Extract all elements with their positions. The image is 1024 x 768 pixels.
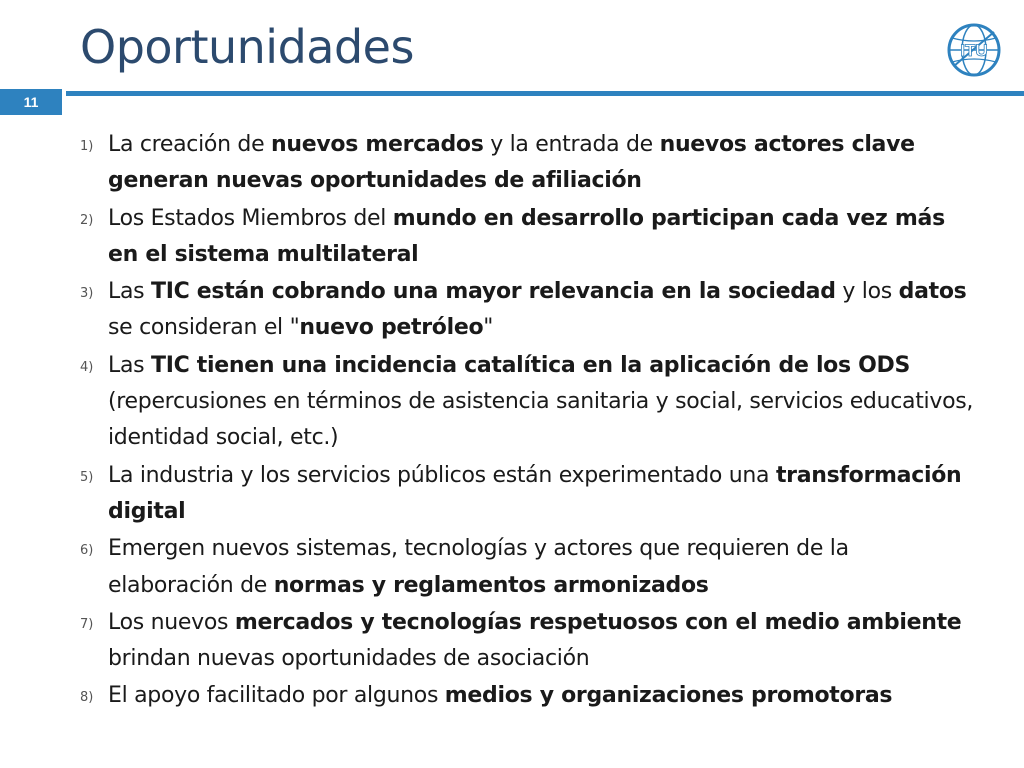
bold-text: TIC tienen una incidencia catalítica en la aplicación de los ODS [151,352,911,378]
text-segment: Emergen nuevos sistemas, tecnologías y actores que requieren de la elaboración de [108,536,849,598]
text-segment: La industria y los servicios públicos están experimentado una [108,462,776,488]
text-segment: Los Estados Miembros del [108,205,393,231]
text-segment: Las [108,352,151,378]
list-item-number: 1) [80,139,94,154]
list-item-number: 2) [80,212,94,228]
text-segment: y los [835,279,899,305]
page-number: 11 [0,89,62,115]
bold-text: nuevo petróleo [299,315,484,341]
list-item-number: 3) [80,286,94,302]
text-segment: y la entrada de [483,132,660,157]
bold-text: transformación digital [108,462,962,524]
list-item-text [108,605,980,678]
list-item [80,127,980,200]
text-segment: " [483,315,494,341]
itu-logo-icon [946,22,1002,78]
bold-text: mercados y tecnologías respetuosos con el medio ambiente [234,609,962,635]
list-item-text [108,531,980,604]
list-item-text [108,274,980,347]
list-item [80,605,980,678]
list-item-text [108,458,980,531]
slide-title: Oportunidades [80,20,414,74]
list-item-number: 6) [80,543,94,559]
text-segment: se consideran el " [108,315,300,341]
text-segment: Las [108,279,151,305]
list-item [80,531,980,604]
bold-text: normas y reglamentos armonizados [273,572,709,598]
list-item [80,348,980,457]
list-item-text [108,127,980,200]
bold-text: mundo en desarrollo participan cada vez más en el sistema multilateral [108,205,945,267]
logo-text: ITU [960,41,988,60]
text-segment: Los nuevos [108,609,235,635]
list-item-number: 4) [80,359,94,375]
list-item-text [108,201,980,274]
text-segment: El apoyo facilitado por algunos [108,683,445,709]
text-segment: brindan nuevas oportunidades de asociación [108,646,590,672]
list-item [80,274,980,347]
list-item [80,458,980,531]
text-segment: La creación de [108,132,272,157]
bold-text: nuevos mercados [271,132,484,157]
list-item [80,201,980,274]
bold-text: datos [898,279,967,305]
list-item-number: 7) [80,616,94,632]
list-item-number: 8) [80,690,94,706]
title-divider [66,91,1024,96]
bold-text: medios y organizaciones promotoras [444,683,893,709]
bold-text: TIC están cobrando una mayor relevancia en la sociedad [151,279,836,305]
text-segment: (repercusiones en términos de asistencia sanitaria y social, servicios educativos, identidad social, etc.) [108,389,974,451]
list-item-number: 5) [80,469,94,485]
list-item [80,678,980,716]
bold-text: nuevos actores clave generan nuevas oportunidades de afiliación [108,132,915,194]
list-item-text [108,348,980,457]
opportunities-list [80,127,980,718]
list-item-text [108,678,980,714]
